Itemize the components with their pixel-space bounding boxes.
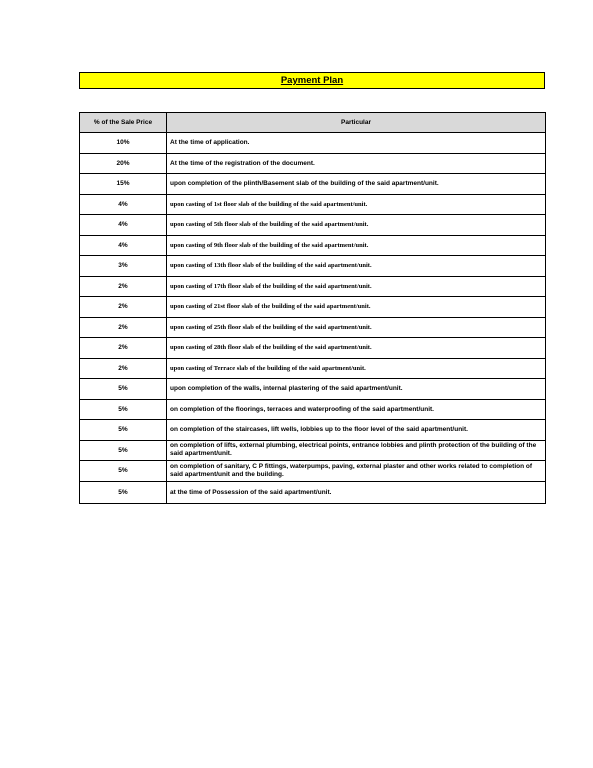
percentage-cell: 10% bbox=[80, 133, 167, 154]
particular-cell: upon casting of 28th floor slab of the building of the said apartment/unit. bbox=[167, 338, 546, 359]
percentage-cell: 20% bbox=[80, 153, 167, 174]
percentage-cell: 4% bbox=[80, 235, 167, 256]
particular-cell: upon casting of 17th floor slab of the building of the said apartment/unit. bbox=[167, 276, 546, 297]
percentage-cell: 2% bbox=[80, 317, 167, 338]
percentage-cell: 4% bbox=[80, 215, 167, 236]
table-row bbox=[80, 194, 546, 215]
table-row bbox=[80, 133, 546, 154]
table-row bbox=[80, 379, 546, 400]
table-row bbox=[80, 174, 546, 195]
table-row bbox=[80, 461, 546, 482]
percentage-cell: 5% bbox=[80, 461, 167, 482]
particular-cell: on completion of the floorings, terraces and waterproofing of the said apartment/unit. bbox=[167, 399, 546, 420]
table-row bbox=[80, 399, 546, 420]
particular-cell: upon casting of 9th floor slab of the building of the said apartment/unit. bbox=[167, 235, 546, 256]
payment-plan-title-bar bbox=[79, 72, 545, 89]
particular-cell: upon completion of the walls, internal plastering of the said apartment/unit. bbox=[167, 379, 546, 400]
table-row bbox=[80, 338, 546, 359]
percentage-cell: 5% bbox=[80, 420, 167, 441]
payment-plan-table bbox=[79, 112, 546, 504]
percentage-cell: 2% bbox=[80, 338, 167, 359]
table-row bbox=[80, 440, 546, 461]
particular-cell: At the time of the registration of the document. bbox=[167, 153, 546, 174]
percentage-cell: 2% bbox=[80, 276, 167, 297]
table-row bbox=[80, 420, 546, 441]
table-row bbox=[80, 358, 546, 379]
particular-cell: upon casting of 13th floor slab of the building of the said apartment/unit. bbox=[167, 256, 546, 277]
table-row bbox=[80, 297, 546, 318]
particular-cell: on completion of sanitary, C P fittings, waterpumps, paving, external plaster and other works related to completion of said apartment/unit and the building. bbox=[167, 461, 546, 482]
particular-cell: At the time of application. bbox=[167, 133, 546, 154]
percentage-cell: 5% bbox=[80, 481, 167, 503]
column-header-percentage: % of the Sale Price bbox=[80, 113, 167, 133]
particular-cell: upon casting of 5th floor slab of the building of the said apartment/unit. bbox=[167, 215, 546, 236]
table-row bbox=[80, 235, 546, 256]
table-row bbox=[80, 153, 546, 174]
particular-cell: upon completion of the plinth/Basement slab of the building of the said apartment/unit. bbox=[167, 174, 546, 195]
percentage-cell: 3% bbox=[80, 256, 167, 277]
percentage-cell: 4% bbox=[80, 194, 167, 215]
percentage-cell: 2% bbox=[80, 358, 167, 379]
percentage-cell: 2% bbox=[80, 297, 167, 318]
column-header-particular: Particular bbox=[167, 113, 546, 133]
particular-cell: on completion of lifts, external plumbing, electrical points, entrance lobbies and plinth protection of the building of the said apartment/unit. bbox=[167, 440, 546, 461]
table-header-row bbox=[80, 113, 546, 133]
table-row bbox=[80, 215, 546, 236]
percentage-cell: 5% bbox=[80, 399, 167, 420]
particular-cell: upon casting of Terrace slab of the building of the said apartment/unit. bbox=[167, 358, 546, 379]
particular-cell: at the time of Possession of the said apartment/unit. bbox=[167, 481, 546, 503]
particular-cell: on completion of the staircases, lift wells, lobbies up to the floor level of the said apartment/unit. bbox=[167, 420, 546, 441]
percentage-cell: 5% bbox=[80, 440, 167, 461]
page-title: Payment Plan bbox=[280, 75, 344, 86]
particular-cell: upon casting of 21st floor slab of the building of the said apartment/unit. bbox=[167, 297, 546, 318]
table-row bbox=[80, 317, 546, 338]
percentage-cell: 15% bbox=[80, 174, 167, 195]
particular-cell: upon casting of 25th floor slab of the building of the said apartment/unit. bbox=[167, 317, 546, 338]
percentage-cell: 5% bbox=[80, 379, 167, 400]
table-row bbox=[80, 256, 546, 277]
particular-cell: upon casting of 1st floor slab of the building of the said apartment/unit. bbox=[167, 194, 546, 215]
table-row bbox=[80, 481, 546, 503]
table-row bbox=[80, 276, 546, 297]
